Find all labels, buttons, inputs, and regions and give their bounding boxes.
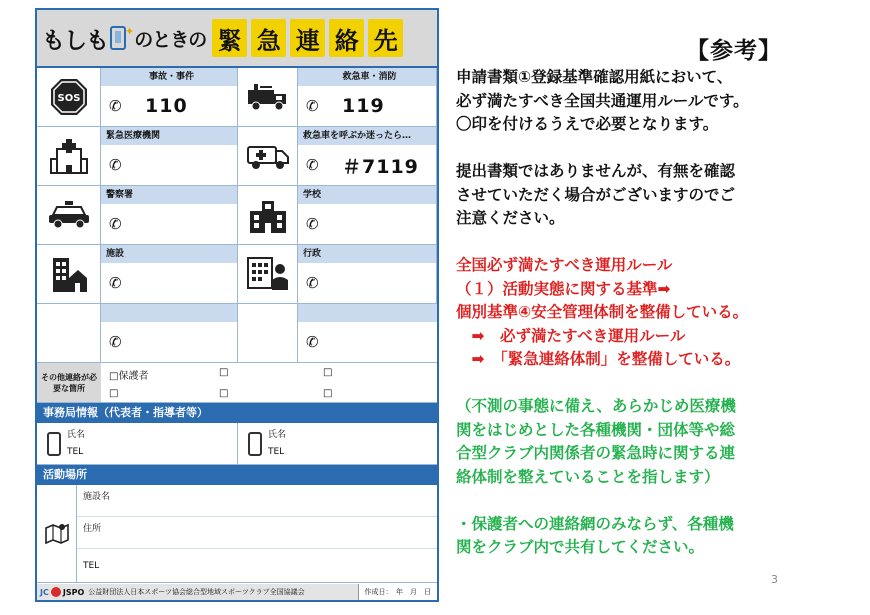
contact-ambulance-consult: [298, 127, 437, 186]
jc-logo: JC: [40, 587, 49, 597]
blank-icon-cell: [238, 304, 298, 363]
contact-police-station: [101, 186, 238, 245]
contact-label: 救急車・消防: [298, 68, 436, 86]
emergency-contact-card: [35, 8, 439, 602]
contact-number: 119: [342, 95, 385, 117]
venue-info: [37, 485, 437, 583]
phone-icon: ✆: [306, 215, 319, 233]
creation-date: 作成日： 年 月 日: [358, 584, 438, 600]
phone-icon: ✆: [306, 156, 319, 174]
note-line: 提出書類ではありませんが、有無を確認: [456, 162, 736, 180]
contact-school: [298, 186, 437, 245]
tel-label: TEL: [268, 446, 285, 457]
phone-icon: ✆: [306, 97, 319, 115]
jspo-logo-icon: [51, 587, 61, 597]
explanation-line: 絡体制を整えていることを指します）: [456, 467, 720, 486]
contact-label: 救急車を呼ぶか迷ったら…: [298, 127, 436, 145]
map-pin-icon: [37, 485, 77, 582]
mobile-phone-icon: [47, 432, 61, 456]
reference-title: 【参考】: [686, 38, 782, 64]
phone-icon: ✆: [109, 215, 122, 233]
blank-icon-cell: [37, 304, 101, 363]
contact-label: 行政: [298, 245, 436, 263]
police-car-icon: [37, 186, 101, 245]
office-info-row: [37, 423, 437, 465]
other-contacts-row: [37, 363, 437, 403]
header-keyword: 絡: [329, 19, 364, 57]
contact-label: 施設: [101, 245, 237, 263]
header-text-notoki: のときの: [134, 28, 207, 51]
header-keyword: 先: [368, 19, 403, 57]
note-line: 必ず満たすべき全国共通運用ルールです。: [456, 91, 749, 110]
card-footer: [37, 584, 437, 600]
header-keyword: 急: [251, 19, 286, 57]
contact-label: [298, 304, 437, 322]
office-worker-icon: [238, 245, 298, 304]
explanation-line: （不測の事態に備え、あらかじめ医療機: [456, 397, 736, 415]
note-line: させていただく場合がございますのでご: [456, 185, 736, 204]
card-header: [37, 10, 437, 68]
rule-line: （１）活動実態に関する基準➡: [456, 279, 671, 298]
contact-government: [298, 245, 437, 304]
contact-fire-ambulance: [298, 68, 437, 127]
contact-label: [101, 304, 237, 322]
contact-blank: [298, 304, 437, 363]
venue-section-title: 活動場所: [37, 465, 437, 485]
explanation-line: 関をはじめとした各種機関・団体等や総: [456, 420, 736, 439]
phone-icon: ✆: [306, 274, 319, 292]
other-contacts-label: その他連絡が必要な箇所: [37, 363, 101, 402]
phone-icon: ✆: [109, 156, 122, 174]
contact-grid: [37, 68, 437, 363]
explanation-line: 合型クラブ内関係者の緊急時に関する連: [456, 444, 736, 462]
contact-facility: [101, 245, 238, 304]
checkbox[interactable]: □: [109, 387, 119, 399]
page-number: 3: [771, 573, 778, 586]
office-contact-1: [37, 423, 237, 464]
fire-truck-icon: [238, 68, 298, 127]
sos-icon: [37, 68, 101, 127]
contact-label: 緊急医療機関: [101, 127, 237, 145]
header-keyword: 連: [290, 19, 325, 57]
venue-tel-label: TEL: [83, 561, 100, 571]
phone-icon: ✆: [109, 274, 122, 292]
building-icon: [37, 245, 101, 304]
contact-blank: [101, 304, 238, 363]
facility-name-label: 施設名: [77, 485, 437, 517]
organization-name: 公益財団法人日本スポーツ協会総合型地域スポーツクラブ全国協議会: [88, 588, 305, 596]
rule-line: ➡ 必ず満たすべき運用ルール: [456, 326, 686, 345]
phone-icon: ✆: [109, 97, 122, 115]
note-line: 注意ください。: [456, 209, 565, 227]
contact-emergency-medical: [101, 127, 238, 186]
school-icon: [238, 186, 298, 245]
phone-icon: ✆: [109, 333, 122, 351]
name-label: 氏名: [268, 429, 287, 440]
office-contact-2: [237, 423, 437, 464]
note-line: 〇印を付けるうえで必要となります。: [456, 115, 719, 133]
office-section-title: 事務局情報（代表者・指導者等）: [37, 403, 437, 423]
ambulance-icon: [238, 127, 298, 186]
hospital-icon: [37, 127, 101, 186]
address-label: 住所: [77, 517, 437, 549]
rule-line: 全国必ず満たすべき運用ルール: [456, 256, 673, 274]
contact-label: 事故・事件: [101, 68, 237, 86]
spark-icon: ✦: [125, 24, 135, 38]
rule-line: ➡ 「緊急連絡体制」を整備している。: [456, 350, 741, 368]
header-keyword: 緊: [212, 19, 247, 57]
contact-number: 110: [145, 95, 188, 117]
checkbox[interactable]: □: [323, 387, 333, 399]
phone-icon: ✆: [306, 333, 319, 351]
checkbox-guardian[interactable]: □保護者: [109, 371, 149, 382]
header-text-moshimo: もしも: [42, 27, 108, 54]
contact-label: 学校: [298, 186, 436, 204]
name-label: 氏名: [67, 429, 86, 440]
tel-label: TEL: [67, 446, 84, 457]
contact-police-emergency: [101, 68, 238, 127]
checkbox[interactable]: □: [219, 387, 229, 399]
jspo-text: JSPO: [62, 587, 85, 597]
notes-text: [456, 66, 868, 560]
explanation-line: 関をクラブ内で共有してください。: [456, 538, 705, 556]
contact-label: 警察署: [101, 186, 237, 204]
rule-line: 個別基準④安全管理体制を整備している。: [456, 303, 749, 321]
checkbox[interactable]: □: [219, 367, 229, 378]
smartphone-icon: [110, 26, 126, 50]
note-line: 申請書類①登録基準確認用紙において、: [456, 68, 733, 86]
explanation-line: ・保護者への連絡網のみならず、各種機: [456, 514, 734, 533]
checkbox[interactable]: □: [323, 367, 333, 378]
svg-text:SOS: SOS: [57, 93, 80, 104]
mobile-phone-icon: [248, 432, 262, 456]
contact-number: ＃7119: [342, 155, 419, 178]
